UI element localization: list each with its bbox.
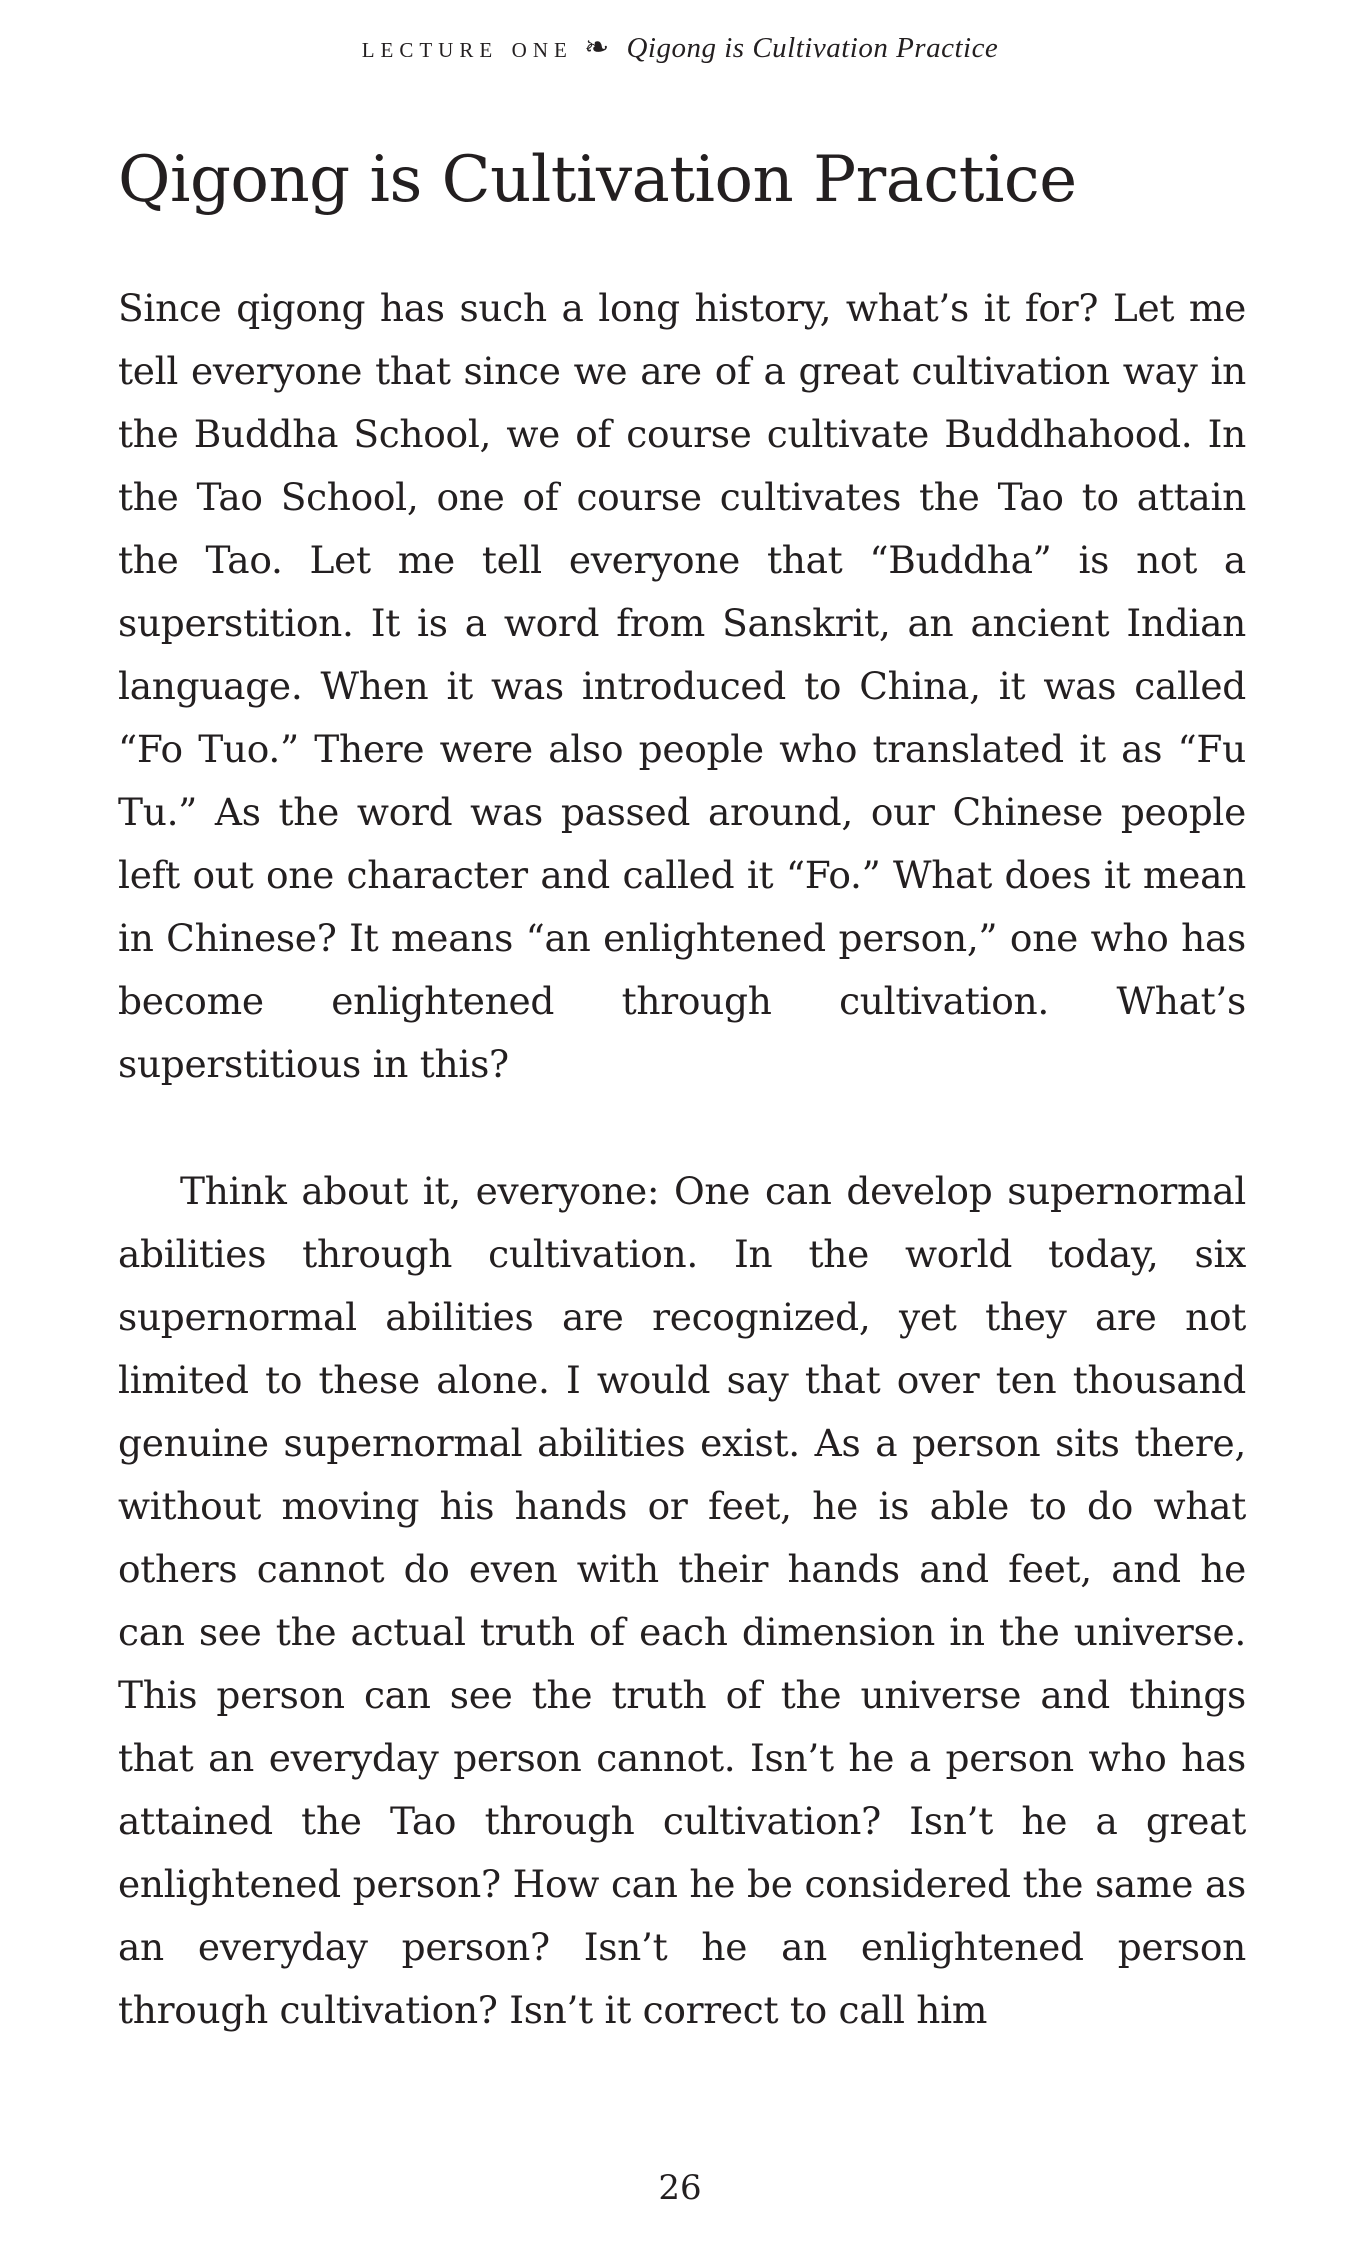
body-paragraph-2: Think about it, everyone: One can develop supernormal abilities through cultivation. In the world today, six supernormal abilities are recognized, yet they are not limited to these alone. I would say that over ten thousand genuine supernormal abilities exist. As a person sits there, without moving his hands or feet, he is able to do what others cannot do even with their hands and feet, and he can see the actual truth of each dimension in the universe. This person can see the truth of the universe and things that an everyday person cannot. Isn’t he a person who has attained the Tao through cultivation? Isn’t he a great enlightened person? How can he be considered the same as an everyday person? Isn’t he an enlightened person through cultivation? Isn’t it correct to call him <box>118 1169 1246 2032</box>
running-header <box>0 28 1360 68</box>
body-paragraph-1: Since qigong has such a long history, what’s it for? Let me tell everyone that since we are of a great cultivation way in the Buddha School, we of course cultivate Buddhahood. In the Tao School, one of course cultivates the Tao to attain the Tao. Let me tell everyone that “Buddha” is not a superstition. It is a word from Sanskrit, an ancient Indian language. When it was introduced to China, it was called “Fo Tuo.” There were also people who translated it as “Fu Tu.” As the word was passed around, our Chinese people left out one character and called it “Fo.” What does it mean in Chinese? It means “an enlightened person,” one who has become enlightened through cultivation. What’s superstitious in this? <box>118 286 1246 1086</box>
fleuron-icon: ❧ <box>584 31 610 64</box>
page-number: 26 <box>658 2168 702 2208</box>
page-title: Qigong is Cultivation Practice <box>118 143 1077 217</box>
running-header-section-title: Qigong is Cultivation Practice <box>626 32 999 64</box>
running-header-lecture: lecture one <box>361 31 573 64</box>
